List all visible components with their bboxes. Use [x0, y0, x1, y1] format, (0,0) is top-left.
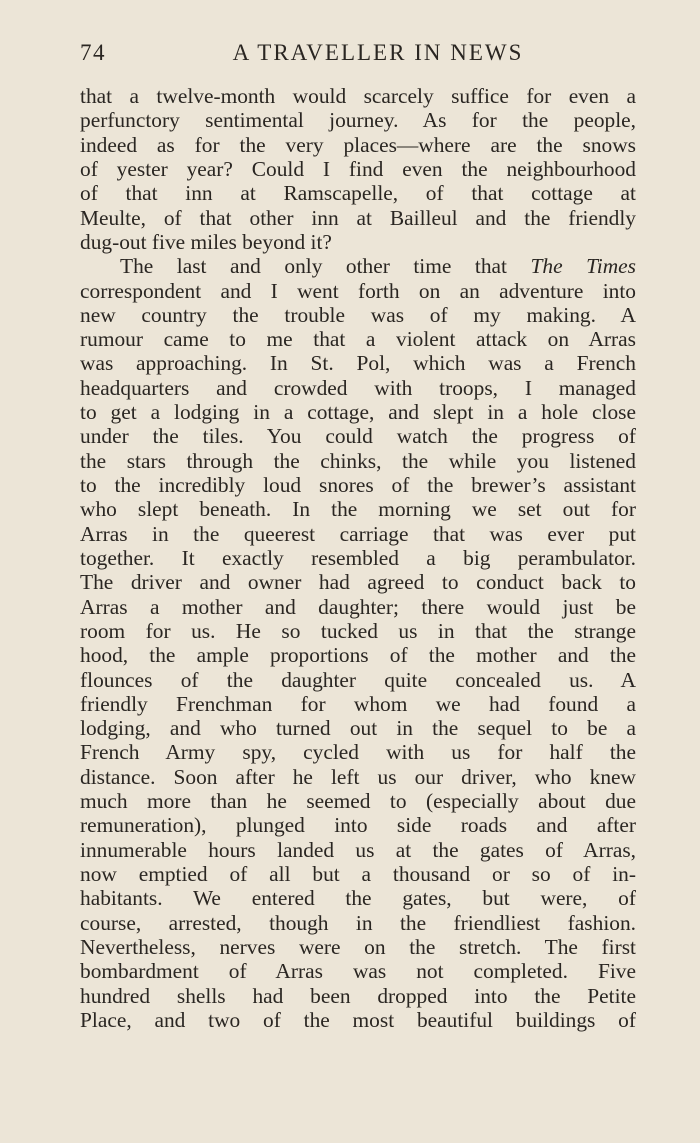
- text-line: course, arrested, though in the friendliest fashion.: [80, 910, 636, 935]
- text-line: Arras in the queerest carriage that was ever put: [80, 521, 636, 546]
- text-line: correspondent and I went forth on an adventure into: [80, 278, 636, 303]
- text-line: who slept beneath. In the morning we set out for: [80, 497, 636, 522]
- text-line-with-title: [80, 254, 636, 278]
- text-line: French Army spy, cycled with us for half the: [80, 740, 636, 765]
- text-line: rumour came to me that a violent attack on Arras: [80, 327, 636, 352]
- text-line: to get a lodging in a cottage, and slept in a hole close: [80, 400, 636, 425]
- text-line: habitants. We entered the gates, but were, of: [80, 886, 636, 911]
- text-line: bombardment of Arras was not completed. Five: [80, 959, 636, 984]
- text-line: flounces of the daughter quite concealed us. A: [80, 667, 636, 692]
- text-line: that a twelve-month would scarcely suffice for even a: [80, 84, 636, 108]
- text-line: friendly Frenchman for whom we had found a: [80, 691, 636, 716]
- text-line: of yester year? Could I find even the neighbourhood: [80, 156, 636, 181]
- text-line: dug-out five miles beyond it?: [80, 229, 332, 254]
- text-line: Meulte, of that other inn at Bailleul and the friendly: [80, 205, 636, 230]
- text-line: of that inn at Ramscapelle, of that cottage at: [80, 181, 636, 206]
- text-line: was approaching. In St. Pol, which was a French: [80, 351, 636, 376]
- running-title: A TRAVELLER IN NEWS: [232, 40, 524, 65]
- text-line: hundred shells had been dropped into the Petite: [80, 983, 636, 1008]
- text-line: now emptied of all but a thousand or so of in-: [80, 862, 636, 886]
- text-line: under the tiles. You could watch the progress of: [80, 424, 636, 449]
- body-text: [80, 84, 636, 1032]
- text-line: the stars through the chinks, the while you listened: [80, 448, 636, 473]
- text-line: much more than he seemed to (especially about due: [80, 789, 636, 814]
- text-line: remuneration), plunged into side roads and after: [80, 813, 636, 838]
- text-line: Nevertheless, nerves were on the stretch. The first: [80, 934, 636, 959]
- text-line: Place, and two of the most beautiful buildings of: [80, 1007, 636, 1032]
- line-text-before-title: The last and only other time that: [120, 254, 531, 279]
- text-line: room for us. He so tucked us in that the strange: [80, 618, 636, 643]
- text-line: hood, the ample proportions of the mother and the: [80, 643, 636, 668]
- text-line: to the incredibly loud snores of the brewer’s assistant: [80, 473, 636, 497]
- text-line: The driver and owner had agreed to conduct back to: [80, 570, 636, 595]
- text-line: new country the trouble was of my making. A: [80, 302, 636, 327]
- page-number: 74: [80, 40, 106, 65]
- text-line: perfunctory sentimental journey. As for the people,: [80, 108, 636, 133]
- text-line: Arras a mother and daughter; there would just be: [80, 594, 636, 619]
- newspaper-title: The Times: [530, 254, 637, 279]
- text-line: innumerable hours landed us at the gates of Arras,: [80, 837, 636, 862]
- text-line: distance. Soon after he left us our driver, who knew: [80, 764, 636, 789]
- text-line: lodging, and who turned out in the sequel to be a: [80, 716, 636, 741]
- text-line: together. It exactly resembled a big perambulator.: [80, 545, 636, 570]
- text-line: headquarters and crowded with troops, I managed: [80, 375, 636, 400]
- text-line: indeed as for the very places—where are the snows: [80, 132, 636, 157]
- running-head: [80, 40, 636, 70]
